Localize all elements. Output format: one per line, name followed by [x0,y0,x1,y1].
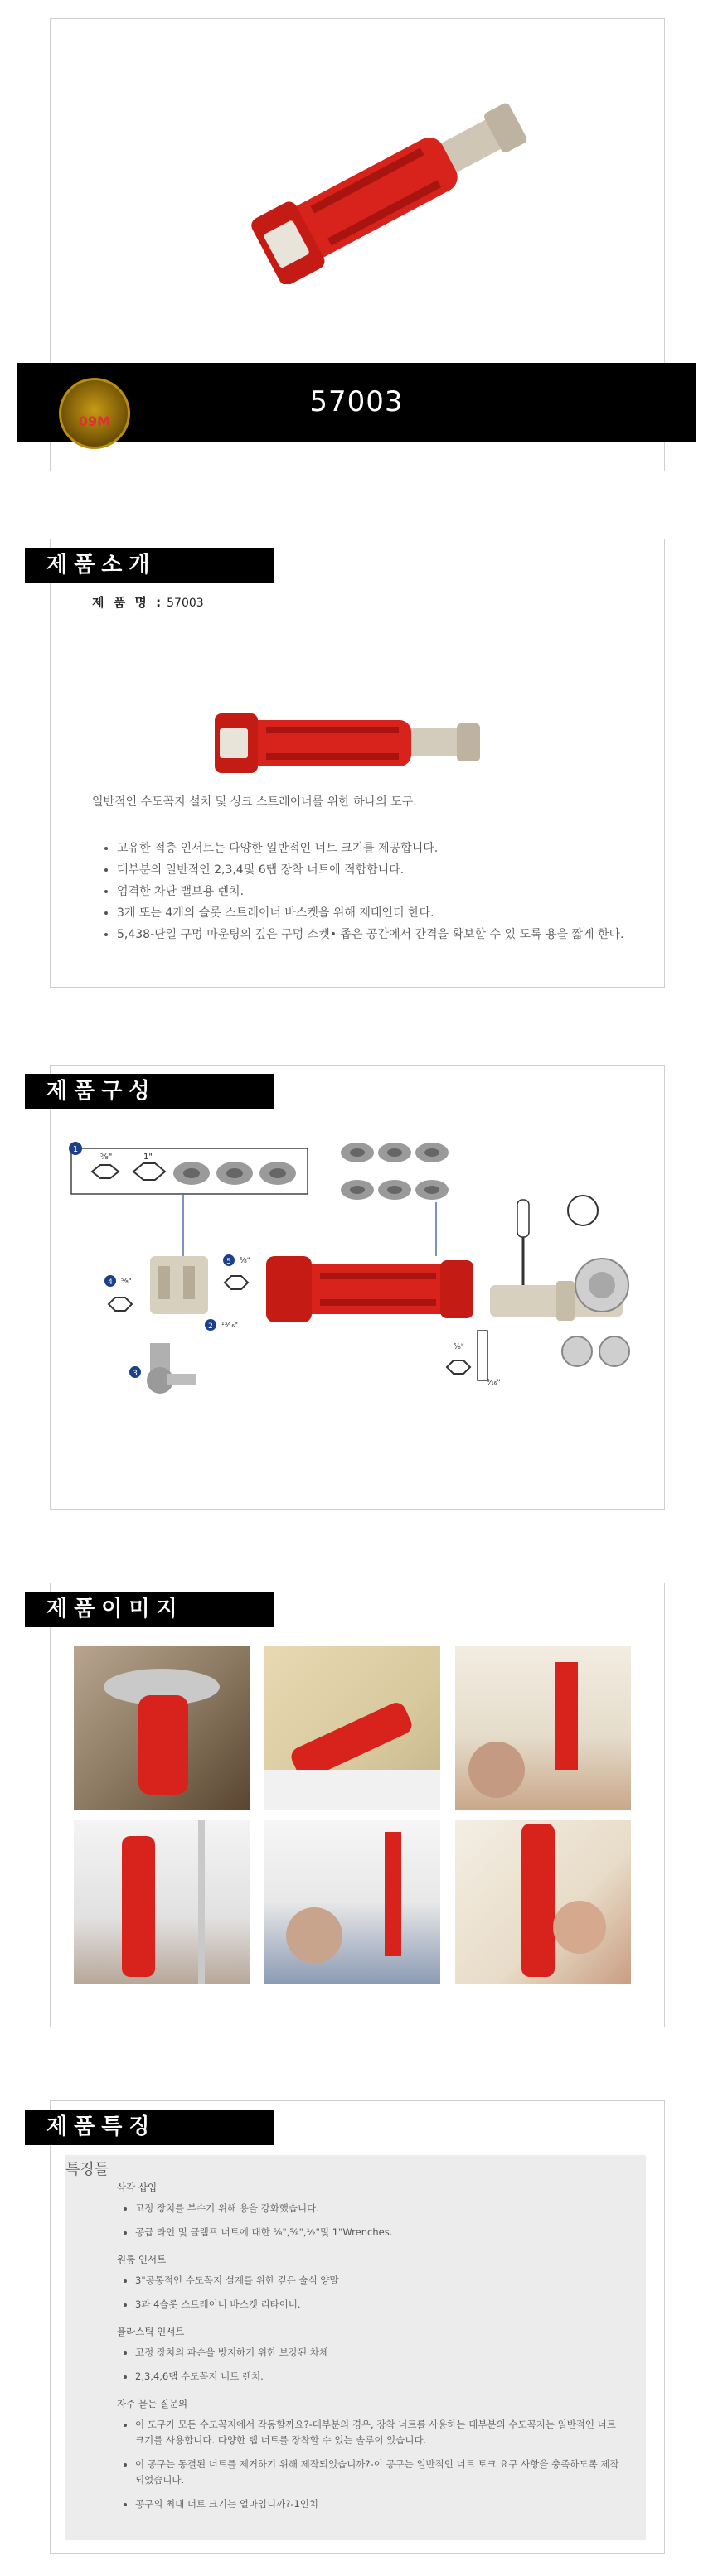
nut-icon [92,1165,119,1178]
product-photo [455,1820,631,1984]
hero-banner [17,363,696,442]
list-item: • 공급 라인 및 클램프 너트에 대한 ⁵⁄₈",⁵⁄₈",¹⁄₂"및 1"Wrenches. [135,2225,627,2240]
feature-group-title: 원통 인서트 [117,2254,167,2265]
images-section [46,1583,665,2027]
product-photo [74,1646,250,1810]
brand-logo: 09M [59,378,130,449]
intro-bullets [99,838,648,945]
list-item: • 엄격한 차단 밸브용 렌치. [117,881,648,902]
features-body [117,2172,627,2524]
svg-text:3: 3 [133,1370,138,1378]
spanner-icon [568,1196,598,1225]
svg-text:⁵⁄₈": ⁵⁄₈" [100,1153,113,1162]
svg-text:2: 2 [208,1322,213,1331]
feature-group-title: 삭각 삽입 [117,2182,158,2193]
intro-section [46,539,665,988]
list-item: • 고정 장치의 파손을 방지하기 위한 보강된 차체 [135,2345,627,2361]
svg-text:4: 4 [108,1278,113,1287]
section-title-images: 제품이미지 [25,1592,274,1627]
list-item: • 2,3,4,6탭 수도꼭지 너트 렌치. [135,2369,627,2385]
list-item: • 공구의 최대 너트 크기는 얼마입니까?-1인치 [135,2496,627,2512]
main-wrench-icon [266,1256,473,1322]
list-item: • 고정 장치를 부수기 위해 용을 강화했습니다. [135,2201,627,2216]
svg-text:⁹⁄₁₆": ⁹⁄₁₆" [487,1379,501,1387]
composition-diagram [59,1132,656,1496]
intro-product-image [208,705,482,780]
product-name-value: 57003 [167,597,204,610]
screwdriver-icon [517,1200,529,1237]
hero-product-image [233,94,548,284]
svg-text:⁵⁄₈": ⁵⁄₈" [240,1257,250,1265]
product-code: 57003 [309,385,404,418]
product-name-row [92,593,204,611]
list-item: • 5,438-단일 구멍 마운팅의 깊은 구멍 소켓• 좁은 공간에서 간격을 확보할 수 있 도록 용을 짧게 한다. [117,924,648,945]
list-item: • 이 도구가 모든 수도꼭지에서 작동할까요?-대부분의 경우, 장착 너트를 사용하는 대부분의 수도꼭지는 일반적인 너트 크기를 사용합니다. 다양한 탭 너트를 장착할 수 있는 솔루이 있습니다. [135,2417,627,2448]
product-photo [74,1820,250,1984]
svg-text:⁵⁄₈": ⁵⁄₈" [454,1343,464,1351]
svg-text:1": 1" [143,1153,153,1162]
list-item: • 3"공통적인 수도꼭지 설계를 위한 깊은 술식 양말 [135,2273,627,2288]
feature-group-title: 플라스틱 인서트 [117,2326,185,2337]
svg-text:1: 1 [72,1145,79,1154]
open-wrench-icon [478,1331,487,1380]
features-section [46,2100,665,2554]
list-item: • 3개 또는 4개의 슬롯 스트레이너 바스켓을 위해 재태인터 한다. [117,902,648,924]
svg-text:⁵⁄₈": ⁵⁄₈" [121,1278,132,1286]
svg-text:5: 5 [226,1258,231,1266]
section-title-intro: 제품소개 [25,548,274,583]
nut-icon [133,1163,165,1180]
feature-group-title: 자주 묻는 질문의 [117,2398,188,2409]
features-heading: 특징들 [65,2161,109,2178]
product-name-label: 제 품 명 : [92,595,164,610]
section-title-features: 제품특징 [25,2110,274,2145]
list-item: • 이 공구는 동결된 너트를 제거하기 위해 제작되었습니까?-이 공구는 일반적인 너트 토크 요구 사항을 충족하도록 제작되었습니다. [135,2457,627,2488]
list-item: • 대부분의 일반적인 2,3,4및 6탭 장착 너트에 적합합니다. [117,859,648,881]
section-title-composition: 제품구성 [25,1074,274,1109]
product-photo [264,1646,440,1810]
product-photo [455,1646,631,1810]
composition-section [46,1065,665,1510]
list-item: • 3과 4슬롯 스트레이너 바스켓 리타이너. [135,2297,627,2313]
svg-text:¹³⁄₁₆": ¹³⁄₁₆" [221,1322,239,1330]
product-photo [264,1820,440,1984]
list-item: • 고유한 적층 인서트는 다양한 일반적인 너트 크기를 제공합니다. [117,838,648,859]
intro-description: 일반적인 수도꼭지 설치 및 싱크 스트레이너를 위한 하나의 도구. [92,795,417,809]
hero-section [50,18,665,471]
